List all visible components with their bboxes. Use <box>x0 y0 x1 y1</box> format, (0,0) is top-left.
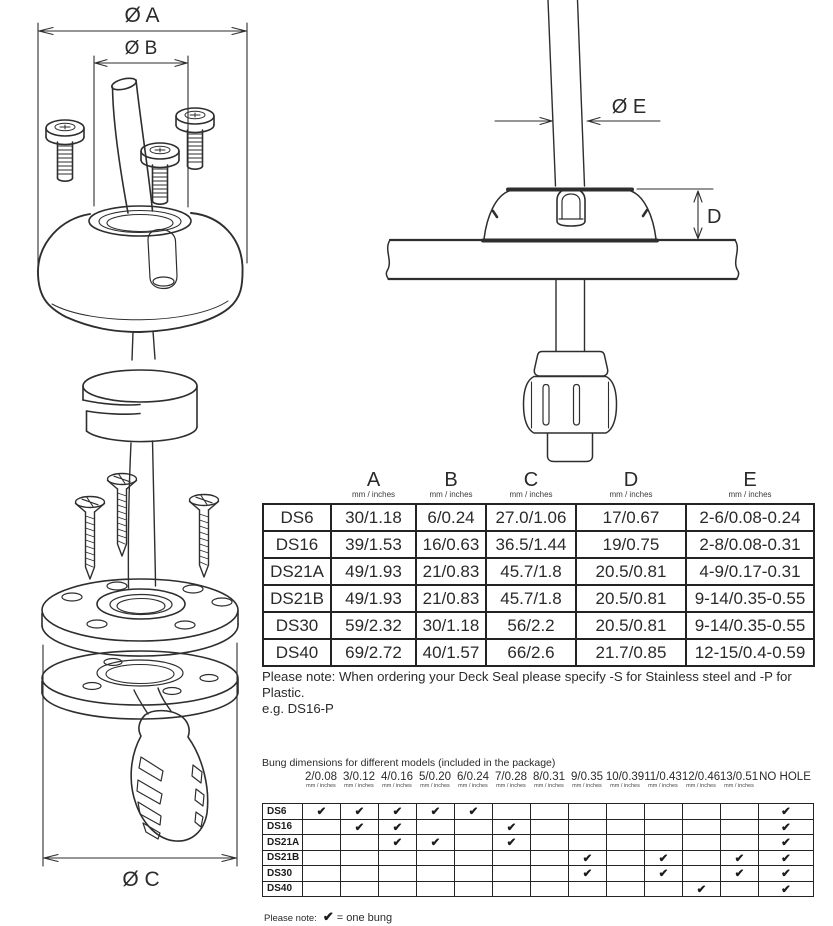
dim-value: 69/2.72 <box>331 639 416 666</box>
check-icon: ✔ <box>322 909 334 924</box>
dim-value: 2-6/0.08-0.24 <box>686 504 814 531</box>
bung-col-unit: mm / inches <box>306 783 336 789</box>
dim-value: 30/1.18 <box>416 612 486 639</box>
bung-col-header <box>644 771 682 789</box>
bung-col-unit: mm / inches <box>344 783 374 789</box>
bung-col-size: 3/0.12 <box>343 771 375 783</box>
dim-value: 2-8/0.08-0.31 <box>686 531 814 558</box>
dim-value: 16/0.63 <box>416 531 486 558</box>
bung-cell <box>493 881 531 897</box>
bung-col-unit: mm / inches <box>686 783 716 789</box>
dim-value: 17/0.67 <box>576 504 686 531</box>
bung-cell <box>721 881 759 897</box>
bung-col-size: 8/0.31 <box>533 771 565 783</box>
cable-connector <box>131 688 208 841</box>
deck-seal-dome <box>483 189 657 241</box>
model-name: DS30 <box>263 866 303 882</box>
bung-cell <box>645 881 683 897</box>
bung-cell: ✔ <box>341 819 379 835</box>
bung-cell: ✔ <box>303 804 341 820</box>
order-note <box>262 669 828 717</box>
order-note-line1: Please note: When ordering your Deck Seal please specify -S for Stainless steel and -P for Plastic. <box>262 669 792 700</box>
bung-col-size: 5/0.20 <box>419 771 451 783</box>
model-name: DS40 <box>263 881 303 897</box>
bung-cell <box>721 835 759 851</box>
bung-col-unit: mm / inches <box>534 783 564 789</box>
bung-col-header <box>533 771 565 789</box>
dim-value: 19/0.75 <box>576 531 686 558</box>
model-name: DS21A <box>263 835 303 851</box>
bung-cell <box>531 881 569 897</box>
bung-col-size: 7/0.28 <box>495 771 527 783</box>
dim-value: 12-15/0.4-0.59 <box>686 639 814 666</box>
bung-cell <box>607 835 645 851</box>
dim-value: 45.7/1.8 <box>486 558 576 585</box>
bung-cell <box>455 881 493 897</box>
bung-row <box>263 835 814 851</box>
bung-cell: ✔ <box>417 835 455 851</box>
bung-cell: ✔ <box>759 881 814 897</box>
model-name: DS16 <box>263 531 331 558</box>
bung-cell <box>303 850 341 866</box>
exploded-view-diagram <box>0 0 260 900</box>
dim-d <box>637 189 713 239</box>
bung-cell <box>683 819 721 835</box>
dim-value: 9-14/0.35-0.55 <box>686 585 814 612</box>
bung-cell <box>303 881 341 897</box>
bung-cell: ✔ <box>759 804 814 820</box>
bung-cell <box>341 835 379 851</box>
bung-cell <box>531 866 569 882</box>
bung-cell <box>455 866 493 882</box>
bung-table <box>262 803 814 897</box>
dim-value: 21/0.83 <box>416 585 486 612</box>
bung-cell <box>455 850 493 866</box>
bung-cell: ✔ <box>721 866 759 882</box>
dim-value: 6/0.24 <box>416 504 486 531</box>
bung-cell <box>417 866 455 882</box>
bung-cell <box>493 850 531 866</box>
bung-cell <box>721 804 759 820</box>
bung-cell: ✔ <box>379 819 417 835</box>
col-letter: A <box>366 469 381 491</box>
bung-col-unit: mm / inches <box>382 783 412 789</box>
col-unit: mm / inches <box>509 490 553 499</box>
bung-section <box>262 757 813 924</box>
col-header-b <box>416 471 486 504</box>
bung-col-size: 13/0.51 <box>719 771 759 783</box>
bung-cell: ✔ <box>721 850 759 866</box>
dim-value: 40/1.57 <box>416 639 486 666</box>
model-name: DS40 <box>263 639 331 666</box>
bung-cell <box>607 804 645 820</box>
bung-col-size: 9/0.35 <box>571 771 603 783</box>
bung-col-size: 4/0.16 <box>381 771 413 783</box>
bung-col-header <box>343 771 375 789</box>
dim-value: 4-9/0.17-0.31 <box>686 558 814 585</box>
cable-top <box>111 76 153 213</box>
bung-cell <box>379 850 417 866</box>
bung-row <box>263 881 814 897</box>
cable-above-deck <box>548 0 585 186</box>
model-name: DS30 <box>263 612 331 639</box>
model-name: DS6 <box>263 504 331 531</box>
bung-cell <box>303 819 341 835</box>
bung-cell: ✔ <box>379 835 417 851</box>
dim-value: 45.7/1.8 <box>486 585 576 612</box>
bung-row <box>263 850 814 866</box>
col-unit: mm / inches <box>728 490 772 499</box>
bung-cell <box>379 881 417 897</box>
deck <box>386 240 738 279</box>
model-name: DS6 <box>263 804 303 820</box>
dome-slot <box>148 230 177 289</box>
dim-value: 20.5/0.81 <box>576 558 686 585</box>
bung-cell: ✔ <box>341 804 379 820</box>
bung-cell: ✔ <box>645 850 683 866</box>
dim-value: 21/0.83 <box>416 558 486 585</box>
dim-value: 27.0/1.06 <box>486 504 576 531</box>
split-bung <box>83 370 197 442</box>
dim-value: 21.7/0.85 <box>576 639 686 666</box>
dim-d-label: D <box>707 206 722 228</box>
dim-value: 9-14/0.35-0.55 <box>686 612 814 639</box>
footer-prefix: Please note: <box>264 913 317 924</box>
bung-cell: ✔ <box>417 804 455 820</box>
dim-b <box>94 56 188 207</box>
bung-cell: ✔ <box>759 866 814 882</box>
bung-col-header <box>606 771 644 789</box>
bung-cell <box>569 835 607 851</box>
bung-cell <box>341 866 379 882</box>
dim-e <box>495 118 660 125</box>
dimension-row <box>263 585 814 612</box>
bung-col-size: 10/0.39 <box>605 771 645 783</box>
dimension-row <box>263 612 814 639</box>
model-name: DS21A <box>263 558 331 585</box>
dim-c <box>43 643 237 866</box>
cross-section-diagram <box>373 0 833 470</box>
bung-cell <box>569 804 607 820</box>
bung-col-unit: mm / inches <box>420 783 450 789</box>
bung-col-header <box>720 771 758 789</box>
bung-cell <box>683 850 721 866</box>
bung-col-header <box>682 771 720 789</box>
model-name: DS21B <box>263 585 331 612</box>
bung-cell <box>379 866 417 882</box>
dim-value: 49/1.93 <box>331 558 416 585</box>
cable-below-deck <box>556 280 585 351</box>
bung-cell <box>417 881 455 897</box>
bung-col-unit: mm / inches <box>496 783 526 789</box>
col-letter: B <box>444 469 458 491</box>
bung-col-header-no-hole <box>759 771 811 783</box>
bung-cell <box>531 804 569 820</box>
machine-screws <box>46 108 214 204</box>
dim-value: 56/2.2 <box>486 612 576 639</box>
bung-cell <box>569 881 607 897</box>
bung-col-unit: mm / inches <box>572 783 602 789</box>
bung-cell: ✔ <box>569 850 607 866</box>
bung-cell <box>303 835 341 851</box>
bung-cell <box>493 804 531 820</box>
bung-cell: ✔ <box>493 819 531 835</box>
bung-col-header <box>457 771 489 789</box>
bung-cell <box>531 819 569 835</box>
bung-cell <box>607 866 645 882</box>
dim-a-label: Ø A <box>124 4 160 27</box>
dimension-table <box>262 471 815 667</box>
bung-cell: ✔ <box>379 804 417 820</box>
bung-cell <box>417 819 455 835</box>
bung-cell: ✔ <box>569 866 607 882</box>
bung-cell <box>645 819 683 835</box>
bung-row <box>263 804 814 820</box>
bung-cell: ✔ <box>683 881 721 897</box>
bung-col-unit: mm / inches <box>724 783 754 789</box>
dimension-table-header <box>263 471 814 504</box>
dim-value: 20.5/0.81 <box>576 585 686 612</box>
bung-cell <box>607 819 645 835</box>
bung-col-size: NO HOLE <box>759 771 811 783</box>
bung-cell <box>645 804 683 820</box>
col-letter: C <box>523 469 539 491</box>
bung-cell: ✔ <box>759 835 814 851</box>
bung-cell: ✔ <box>455 804 493 820</box>
dimension-row <box>263 558 814 585</box>
bung-cell <box>417 850 455 866</box>
bung-cell <box>303 866 341 882</box>
cable-lower <box>128 441 155 588</box>
bung-cell: ✔ <box>759 819 814 835</box>
col-header-a <box>331 471 416 504</box>
dimension-row <box>263 639 814 666</box>
bung-col-size: 12/0.46 <box>681 771 721 783</box>
bung-cell <box>341 850 379 866</box>
col-header-c <box>486 471 576 504</box>
bung-cell <box>341 881 379 897</box>
bung-row <box>263 866 814 882</box>
bung-cell <box>455 835 493 851</box>
bung-cell <box>531 835 569 851</box>
dimension-row <box>263 504 814 531</box>
dim-value: 59/2.32 <box>331 612 416 639</box>
bung-col-header <box>305 771 337 789</box>
bung-col-unit: mm / inches <box>458 783 488 789</box>
bung-cell: ✔ <box>759 850 814 866</box>
bung-col-size: 6/0.24 <box>457 771 489 783</box>
bung-cell <box>721 819 759 835</box>
dim-b-label: Ø B <box>124 38 158 59</box>
bung-col-size: 11/0.43 <box>644 771 682 783</box>
bung-col-size: 2/0.08 <box>305 771 337 783</box>
bung-cell <box>531 850 569 866</box>
footer-meaning: = one bung <box>336 912 393 924</box>
bung-footer-note <box>264 908 392 926</box>
bung-row <box>263 819 814 835</box>
tapping-screws <box>76 474 219 580</box>
bung-cell <box>645 835 683 851</box>
dim-value: 39/1.53 <box>331 531 416 558</box>
bung-col-header <box>419 771 451 789</box>
empty-corner <box>263 471 331 504</box>
top-flange <box>42 579 238 656</box>
bung-cell <box>683 866 721 882</box>
col-unit: mm / inches <box>351 490 396 499</box>
col-unit: mm / inches <box>609 490 653 499</box>
col-letter: D <box>623 469 639 491</box>
dim-value: 49/1.93 <box>331 585 416 612</box>
bung-cell <box>683 835 721 851</box>
col-unit: mm / inches <box>429 490 473 499</box>
cable-mid <box>132 331 155 360</box>
bung-col-header <box>495 771 527 789</box>
bung-cell <box>683 804 721 820</box>
dim-c-label: Ø C <box>122 868 160 891</box>
bung-title: Bung dimensions for different models (included in the package) <box>262 757 556 769</box>
bung-col-header <box>571 771 603 789</box>
bung-col-header <box>381 771 413 789</box>
cable-gland-nut <box>524 352 617 462</box>
bung-cell <box>569 819 607 835</box>
order-note-line2: e.g. DS16-P <box>262 701 334 716</box>
dim-value: 36.5/1.44 <box>486 531 576 558</box>
bung-cell <box>607 881 645 897</box>
bung-cell <box>455 819 493 835</box>
model-name: DS16 <box>263 819 303 835</box>
dimension-row <box>263 531 814 558</box>
dim-value: 66/2.6 <box>486 639 576 666</box>
dome-cap <box>38 206 243 332</box>
model-name: DS21B <box>263 850 303 866</box>
col-header-d <box>576 471 686 504</box>
bung-cell: ✔ <box>493 835 531 851</box>
bung-col-unit: mm / inches <box>610 783 640 789</box>
bung-header-row <box>262 771 813 799</box>
bung-col-unit: mm / inches <box>648 783 678 789</box>
bung-cell <box>493 866 531 882</box>
col-letter: E <box>743 469 757 491</box>
col-header-e <box>686 471 814 504</box>
dim-e-label: Ø E <box>611 96 647 118</box>
bung-cell <box>607 850 645 866</box>
bung-cell: ✔ <box>645 866 683 882</box>
dim-value: 20.5/0.81 <box>576 612 686 639</box>
bottom-flange <box>42 651 238 719</box>
dim-value: 30/1.18 <box>331 504 416 531</box>
